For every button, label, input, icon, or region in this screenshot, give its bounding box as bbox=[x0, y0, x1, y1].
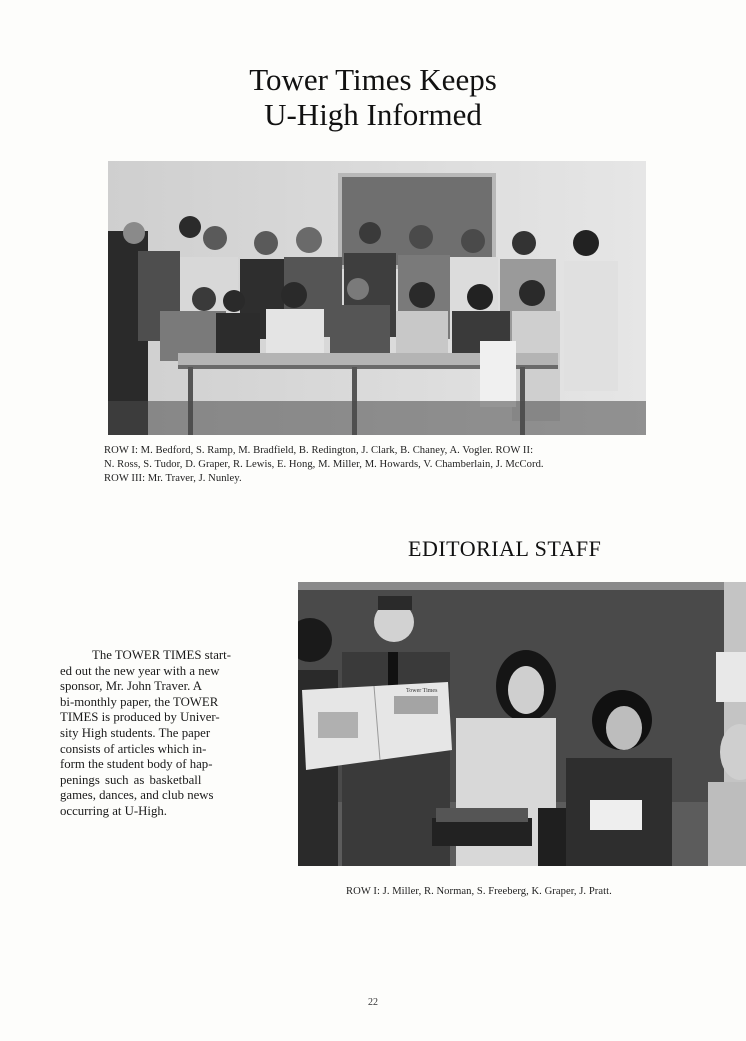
body-line: ed out the new year with a new bbox=[60, 663, 220, 678]
body-line: The TOWER TIMES start- bbox=[92, 648, 231, 662]
body-line: occurring at U-High. bbox=[60, 803, 167, 818]
body-line: consists of articles which in- bbox=[60, 741, 207, 756]
body-line: sponsor, Mr. John Traver. A bbox=[60, 679, 203, 694]
caption-line-3: ROW III: Mr. Traver, J. Nunley. bbox=[104, 473, 242, 484]
title-line-2: U-High Informed bbox=[264, 97, 482, 132]
newspaper-masthead: Tower Times bbox=[406, 688, 438, 694]
body-line: penings such as basketball bbox=[60, 772, 202, 787]
caption-line-2: N. Ross, S. Tudor, D. Graper, R. Lewis, E. Hong, M. Miller, M. Howards, V. Chamberlain, J. McCord. bbox=[104, 459, 544, 470]
title-line-1: Tower Times Keeps bbox=[249, 62, 497, 97]
body-line: TIMES is produced by Univer- bbox=[60, 710, 220, 725]
body-line: bi-monthly paper, the TOWER bbox=[60, 694, 219, 709]
body-line: form the student body of hap- bbox=[60, 757, 213, 772]
section-heading: EDITORIAL STAFF bbox=[408, 536, 602, 561]
caption-line-1: ROW I: M. Bedford, S. Ramp, M. Bradfield, B. Redington, J. Clark, B. Chaney, A. Vogler. ROW II: bbox=[104, 445, 534, 456]
group-photo-caption bbox=[104, 444, 544, 486]
staff-photo-caption: ROW I: J. Miller, R. Norman, S. Freeberg, K. Graper, J. Pratt. bbox=[346, 886, 612, 897]
body-line: games, dances, and club news bbox=[60, 788, 214, 803]
editorial-staff-photo bbox=[298, 582, 746, 866]
body-line: sity High students. The paper bbox=[60, 725, 211, 740]
page-number: 22 bbox=[368, 997, 378, 1008]
article-body bbox=[60, 648, 272, 820]
group-photo bbox=[108, 161, 646, 435]
page-title bbox=[0, 62, 746, 132]
